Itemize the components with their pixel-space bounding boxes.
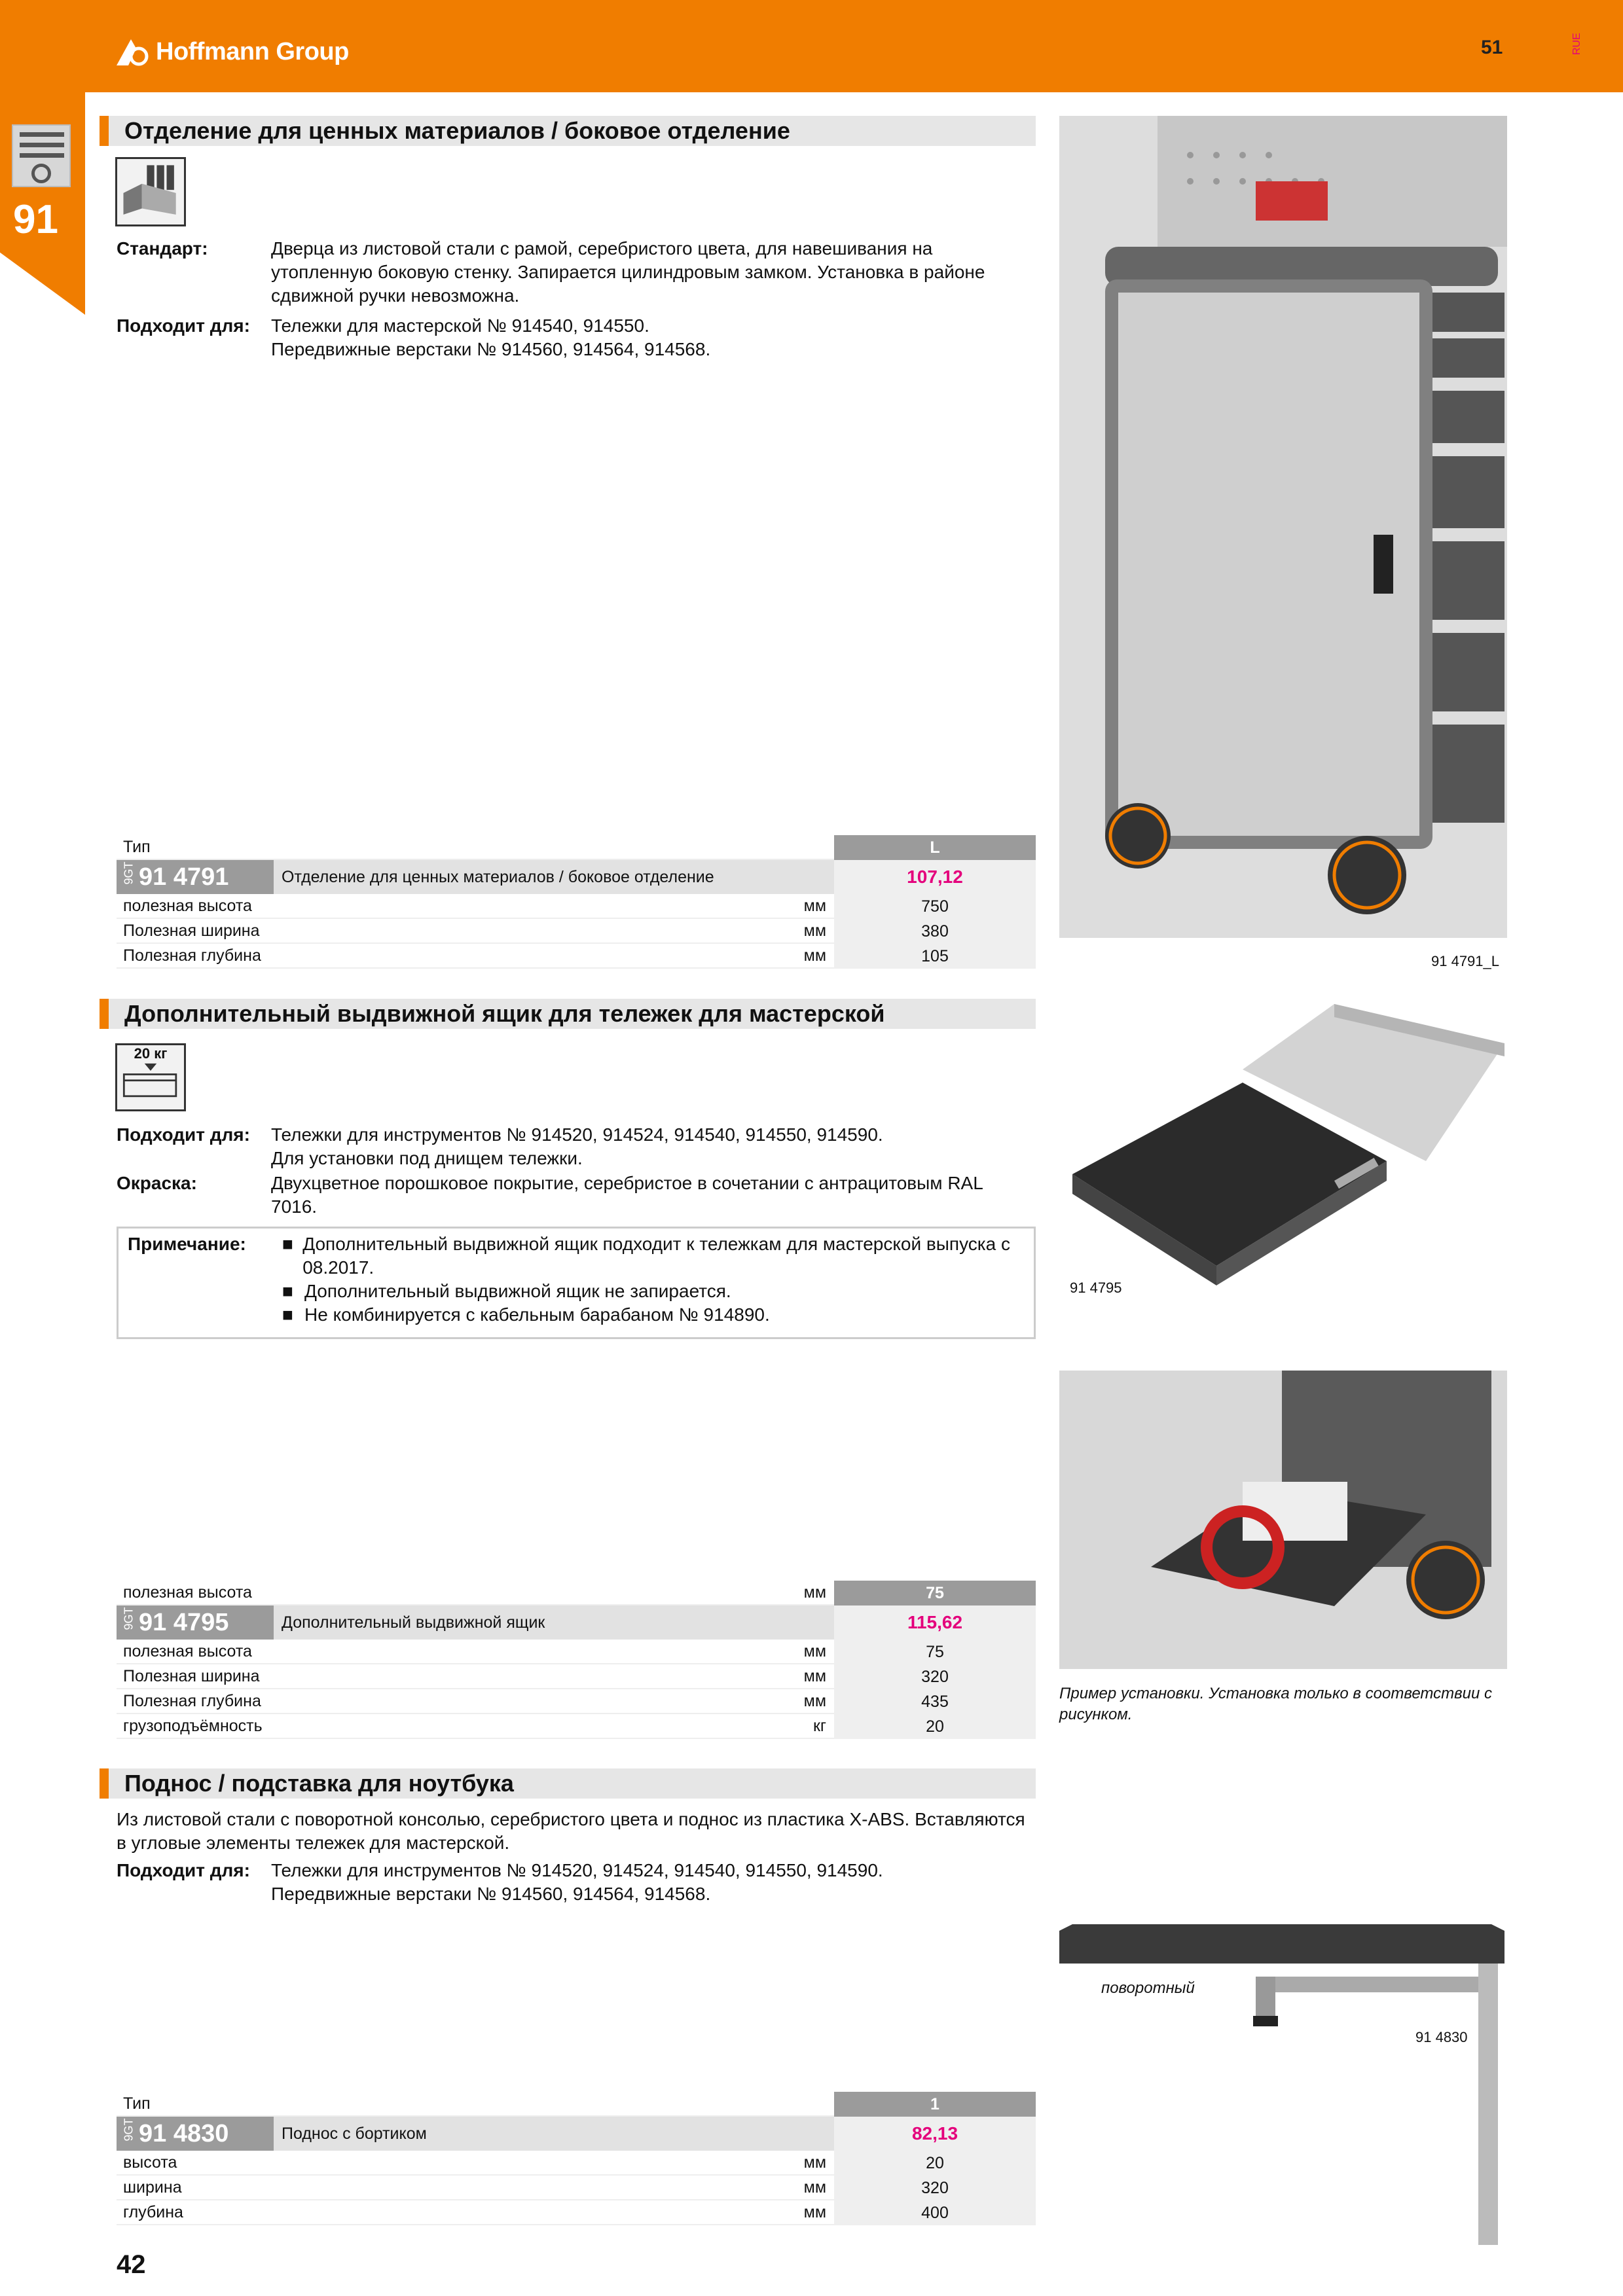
spec-unit: мм [685, 944, 834, 969]
spec-value: 75 [834, 1640, 1036, 1664]
language-tag: RUE [1571, 33, 1582, 55]
row-label: Стандарт: [117, 238, 208, 259]
spec-value: 320 [834, 2176, 1036, 2200]
footer-page-number: 42 [117, 2250, 146, 2279]
product-name: Поднос с бортиком [274, 2117, 834, 2151]
table-header-label: Тип [117, 835, 685, 860]
spec-unit: мм [685, 919, 834, 944]
product-photo-914791 [1059, 116, 1507, 938]
table-header-label: Тип [117, 2092, 685, 2117]
note-item: Дополнительный выдвижной ящик не запирается. [304, 1281, 731, 1301]
table-header-label: полезная высота [117, 1581, 685, 1605]
article-prefix: 9GT [122, 1606, 136, 1630]
cabinet-icon [12, 124, 71, 187]
load-capacity-icon [115, 1043, 186, 1111]
spec-name: полезная высота [117, 894, 685, 919]
spec-name: Полезная глубина [117, 1689, 685, 1714]
row-text: Передвижные верстаки № 914560, 914564, 914568. [271, 1884, 711, 1904]
section-intro: Из листовой стали с поворотной консолью, серебристого цвета и поднос из пластика X-ABS. Вставляются в угловые элементы тележек для мастерской. [117, 1809, 1025, 1853]
note-item: Дополнительный выдвижной ящик подходит к тележкам для мастерской выпуска с 08.2017. [302, 1234, 1010, 1278]
spec-value: 400 [834, 2200, 1036, 2225]
spec-value: 380 [834, 919, 1036, 944]
spec-name: Полезная глубина [117, 944, 685, 969]
installation-caption: Пример установки. Установка только в соответствии с рисунком. [1059, 1685, 1492, 1723]
row-text: Для установки под днищем тележки. [271, 1148, 583, 1168]
spec-unit: мм [685, 1689, 834, 1714]
article-prefix: 9GT [122, 861, 136, 884]
spec-value: 105 [834, 944, 1036, 969]
spec-unit: мм [685, 2151, 834, 2176]
photo-label: поворотный [1101, 1979, 1195, 1997]
spec-name: грузоподъёмность [117, 1714, 685, 1739]
row-label: Подходит для: [117, 1860, 250, 1880]
note-label: Примечание: [128, 1234, 246, 1254]
row-text: Тележки для мастерской № 914540, 914550. [271, 315, 649, 336]
spec-unit: мм [685, 2200, 834, 2225]
spec-unit: мм [685, 1640, 834, 1664]
note-item: Не комбинируется с кабельным барабаном № 914890. [304, 1304, 770, 1325]
spec-unit: мм [685, 1664, 834, 1689]
brand-logo[interactable] [117, 37, 349, 67]
spec-value: 750 [834, 894, 1036, 919]
product-name: Дополнительный выдвижной ящик [274, 1605, 834, 1640]
row-label: Окраска: [117, 1173, 197, 1193]
spec-name: полезная высота [117, 1640, 685, 1664]
spec-value: 20 [834, 1714, 1036, 1739]
spec-name: ширина [117, 2176, 685, 2200]
row-label: Подходит для: [117, 1124, 250, 1145]
product-table [117, 835, 1036, 969]
hoffmann-logo-icon [117, 37, 149, 67]
row-text: Дверца из листовой стали с рамой, серебристого цвета, для навешивания на утопленную боковую стенку. Запирается цилиндровым замком. Установка в районе сдвижной ручки невозможна. [271, 238, 985, 306]
table-header-value: 75 [834, 1581, 1036, 1605]
article-number[interactable]: 91 4791 [139, 863, 229, 891]
photo-caption: 91 4791_L [1431, 953, 1499, 969]
product-price: 82,13 [834, 2117, 1036, 2151]
spec-name: высота [117, 2151, 685, 2176]
product-photo-914795 [1059, 991, 1507, 1299]
product-table [117, 2092, 1036, 2225]
article-prefix: 9GT [122, 2117, 136, 2141]
chapter-number: 91 [13, 197, 58, 242]
section-title: Поднос / подставка для ноутбука [100, 1768, 1036, 1799]
page-number: 51 [1481, 37, 1503, 58]
brand-name: Hoffmann Group [156, 37, 349, 65]
load-capacity-label: 20 кг [134, 1045, 168, 1062]
spec-value: 20 [834, 2151, 1036, 2176]
row-text: Тележки для инструментов № 914520, 914524, 914540, 914550, 914590. [271, 1860, 883, 1880]
table-header-value: L [834, 835, 1036, 860]
product-photo-914830 [1059, 1911, 1507, 2245]
product-price: 115,62 [834, 1605, 1036, 1640]
section-title: Дополнительный выдвижной ящик для тележек для мастерской [100, 999, 1036, 1029]
table-header-unit: мм [685, 1581, 834, 1605]
row-text: Передвижные верстаки № 914560, 914564, 914568. [271, 339, 711, 359]
note-box: Примечание: ■ Дополнительный выдвижной ящик подходит к тележкам для мастерской выпуска с 08.2017. ■ Дополнительный выдвижной ящик не запирается. ■ Не комбинируется с кабельным барабаном № 914890. [117, 1227, 1036, 1339]
spec-unit: мм [685, 2176, 834, 2200]
row-label: Подходит для: [117, 315, 250, 336]
spec-value: 435 [834, 1689, 1036, 1714]
row-text: Тележки для инструментов № 914520, 914524, 914540, 914550, 914590. [271, 1124, 883, 1145]
product-price: 107,12 [834, 860, 1036, 894]
installation-photo [1059, 1371, 1507, 1669]
section-title: Отделение для ценных материалов / боковое отделение [100, 116, 1036, 146]
product-name: Отделение для ценных материалов / боковое отделение [274, 860, 834, 894]
row-text: Двухцветное порошковое покрытие, серебристое в сочетании с антрацитовым RAL 7016. [271, 1173, 983, 1217]
article-number[interactable]: 91 4795 [139, 1608, 229, 1636]
spec-unit: мм [685, 894, 834, 919]
table-header-value: 1 [834, 2092, 1036, 2117]
spec-value: 320 [834, 1664, 1036, 1689]
spec-name: Полезная ширина [117, 919, 685, 944]
photo-caption: 91 4830 [1415, 2029, 1468, 2045]
spec-name: глубина [117, 2200, 685, 2225]
spec-name: Полезная ширина [117, 1664, 685, 1689]
photo-caption: 91 4795 [1070, 1280, 1122, 1296]
lock-compartment-icon [115, 157, 186, 226]
spec-unit: кг [685, 1714, 834, 1739]
product-table [117, 1581, 1036, 1739]
article-number[interactable]: 91 4830 [139, 2119, 229, 2147]
